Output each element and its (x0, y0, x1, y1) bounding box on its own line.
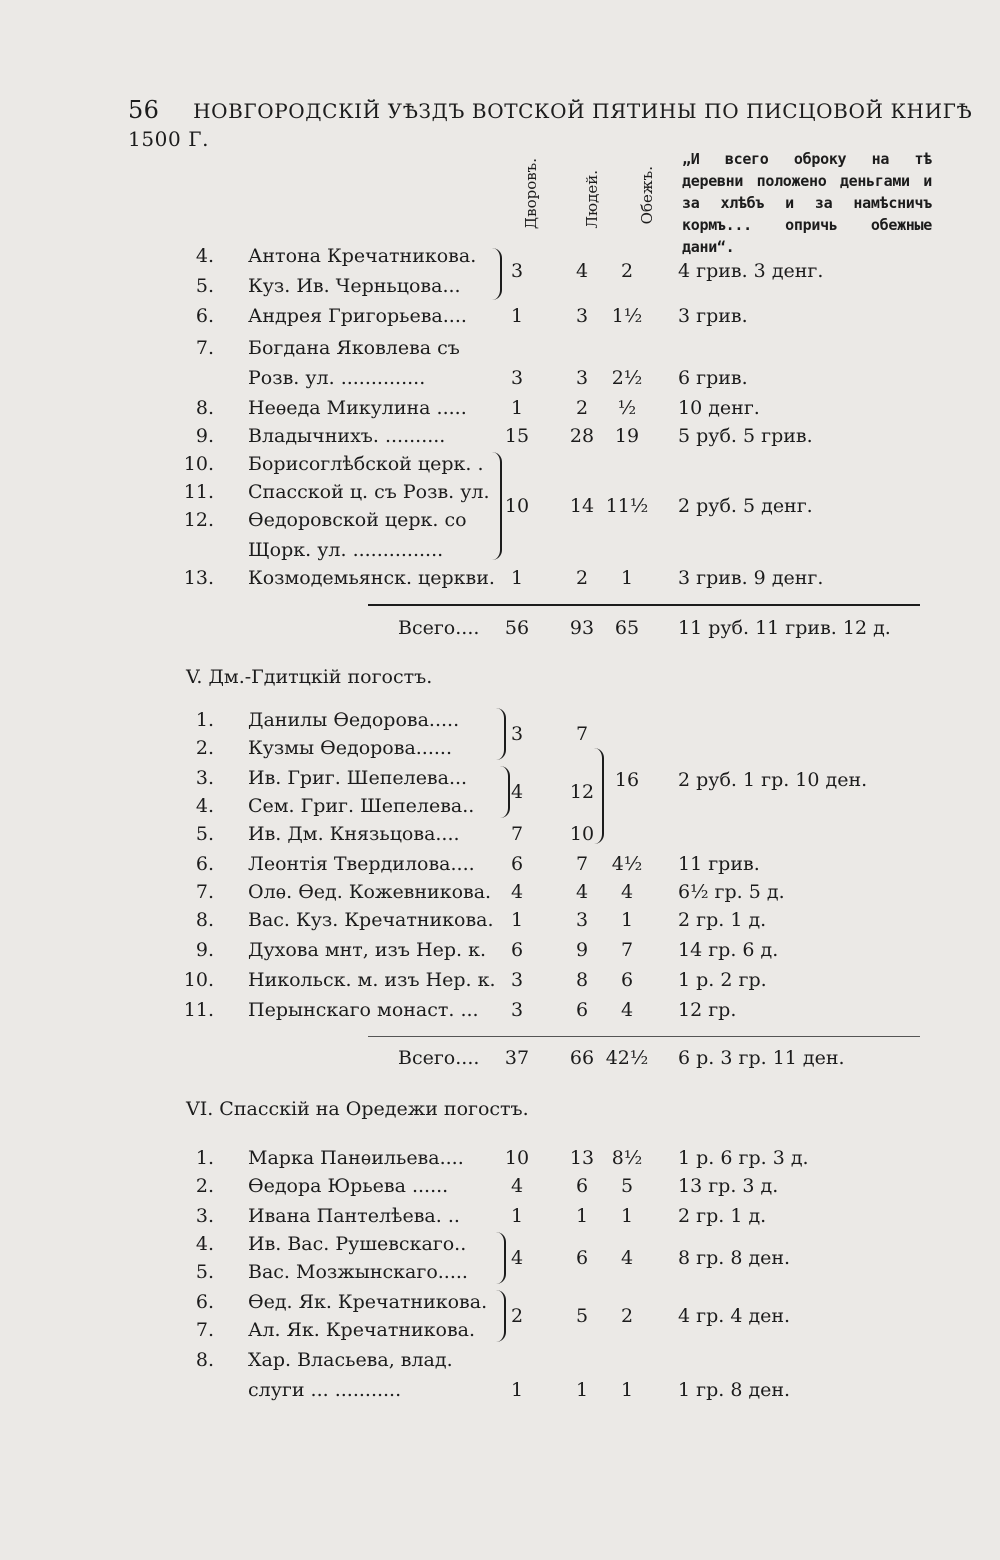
row-name: Сем. Григ. Шепелева.. (248, 795, 475, 817)
column-header-lyudey: Людей. (583, 170, 601, 229)
cell-obrok-sum: 2 гр. 1 д. (678, 1205, 767, 1227)
cell-lyudey: 6 (575, 999, 589, 1021)
table-row (0, 1344, 1000, 1376)
row-number: 12. (183, 509, 214, 531)
total-obrok-sum: 6 р. 3 гр. 11 ден. (678, 1047, 845, 1069)
row-name: Марка Панѳильева.... (248, 1147, 464, 1169)
row-name: Вас. Куз. Кречатникова. (248, 909, 494, 931)
cell-lyudey: 3 (575, 367, 589, 389)
row-number: 8. (195, 1349, 214, 1371)
cell-lyudey: 2 (575, 567, 589, 589)
cell-dvorov: 3 (510, 367, 524, 389)
section-5-title: V. Дм.-Гдитцкій погостъ. (186, 666, 433, 688)
cell-obrok-sum: 4 грив. 3 денг. (678, 260, 824, 282)
total-row (0, 612, 1000, 644)
row-number: 11. (183, 999, 214, 1021)
row-number: 11. (183, 481, 214, 503)
cell-lyudey: 2 (575, 397, 589, 419)
cell-dvorov: 10 (504, 495, 530, 517)
cell-dvorov: 1 (510, 567, 524, 589)
row-number: 4. (195, 795, 214, 817)
grouping-brace (594, 748, 604, 844)
cell-obrok-sum: 8 гр. 8 ден. (678, 1247, 791, 1269)
row-name: Владычнихъ. .......... (248, 425, 446, 447)
cell-obezh: 1 (620, 1205, 634, 1227)
cell-dvorov: 4 (510, 1247, 524, 1269)
cell-obezh: 11½ (605, 495, 649, 517)
cell-obrok-sum: 1 гр. 8 ден. (678, 1379, 791, 1401)
cell-obezh: 2 (620, 1305, 634, 1327)
table-row (0, 300, 1000, 332)
cell-dvorov: 3 (510, 999, 524, 1021)
row-name: Ив. Григ. Шепелева... (248, 767, 468, 789)
cell-dvorov: 6 (510, 853, 524, 875)
cell-obrok-sum: 1 р. 6 гр. 3 д. (678, 1147, 809, 1169)
cell-obrok-sum: 6½ гр. 5 д. (678, 881, 785, 903)
cell-lyudey: 14 (569, 495, 595, 517)
row-number: 6. (195, 1291, 214, 1313)
cell-dvorov: 4 (510, 781, 524, 803)
cell-lyudey: 5 (575, 1305, 589, 1327)
row-name: Ѳедора Юрьева ...... (248, 1175, 449, 1197)
cell-dvorov: 2 (510, 1305, 524, 1327)
row-number: 4. (195, 1233, 214, 1255)
row-name: Никольск. м. изъ Нер. к. (248, 969, 496, 991)
cell-obezh: 1 (620, 1379, 634, 1401)
column-header-obezh: Обежъ. (638, 166, 656, 225)
row-number: 8. (195, 397, 214, 419)
total-obrok-sum: 11 руб. 11 грив. 12 д. (678, 617, 891, 639)
row-number: 6. (195, 305, 214, 327)
cell-obezh: 1 (620, 567, 634, 589)
grouping-brace (492, 248, 502, 300)
cell-dvorov: 6 (510, 939, 524, 961)
cell-obezh: 4 (620, 1247, 634, 1269)
row-number: 10. (183, 453, 214, 475)
cell-obezh: 8½ (611, 1147, 643, 1169)
row-name: Ал. Як. Кречатникова. (248, 1319, 476, 1341)
table-row (0, 1170, 1000, 1202)
row-name: Духова мнт, изъ Нер. к. (248, 939, 487, 961)
cell-obrok-sum: 14 гр. 6 д. (678, 939, 779, 961)
cell-lyudey: 1 (575, 1205, 589, 1227)
row-name: Щорк. ул. ............... (248, 539, 444, 561)
cell-lyudey: 13 (569, 1147, 595, 1169)
column-header-dvorov: Дворовъ. (522, 158, 540, 230)
cell-obezh: 6 (620, 969, 634, 991)
cell-dvorov: 4 (510, 881, 524, 903)
row-name: Спасской ц. съ Розв. ул. (248, 481, 490, 503)
column-header-obrok-note: „И всего оброку на тѣ деревни положено деньгами и за хлѣбъ и за намѣсничъ кормъ... опричь обежные дани“. (682, 150, 932, 256)
row-number: 4. (195, 245, 214, 267)
row-name: Ивана Пантелѣева. .. (248, 1205, 460, 1227)
table-row (0, 562, 1000, 594)
total-label: Всего.... (398, 617, 480, 639)
row-number: 13. (183, 567, 214, 589)
row-name: Неѳеда Микулина ..... (248, 397, 467, 419)
cell-obrok-sum: 12 гр. (678, 999, 737, 1021)
total-obezh: 42½ (605, 1047, 649, 1069)
cell-obezh: 5 (620, 1175, 634, 1197)
cell-lyudey: 3 (575, 305, 589, 327)
cell-obrok-sum: 13 гр. 3 д. (678, 1175, 779, 1197)
row-name: Ив. Вас. Рушевскаго.. (248, 1233, 467, 1255)
row-number: 7. (195, 1319, 214, 1341)
cell-obezh: 19 (614, 425, 640, 447)
cell-dvorov: 7 (510, 823, 524, 845)
cell-obrok-sum: 10 денг. (678, 397, 760, 419)
row-name: Леонтія Твердилова.... (248, 853, 475, 875)
row-name: Данилы Ѳедорова..... (248, 709, 460, 731)
cell-lyudey: 6 (575, 1247, 589, 1269)
grouping-brace (496, 1232, 506, 1284)
row-name: Хар. Власьева, влад. (248, 1349, 453, 1371)
cell-lyudey: 12 (569, 781, 595, 803)
total-lyudey: 93 (569, 617, 595, 639)
row-number: 7. (195, 337, 214, 359)
row-name: Перынскаго монаст. ... (248, 999, 479, 1021)
cell-obezh: 4½ (611, 853, 643, 875)
row-name: Богдана Яковлева съ (248, 337, 460, 359)
row-name: Антона Кречатникова. (248, 245, 477, 267)
row-number: 8. (195, 909, 214, 931)
page-number: 56 (128, 96, 160, 124)
cell-lyudey: 3 (575, 909, 589, 931)
cell-dvorov: 1 (510, 909, 524, 931)
grouping-brace (496, 1290, 506, 1342)
cell-obrok-sum: 2 руб. 1 гр. 10 ден. (678, 769, 868, 791)
cell-dvorov: 1 (510, 305, 524, 327)
table-row (0, 934, 1000, 966)
cell-obrok-sum: 2 гр. 1 д. (678, 909, 767, 931)
total-obezh: 65 (614, 617, 640, 639)
row-name: Ѳед. Як. Кречатникова. (248, 1291, 488, 1313)
cell-dvorov: 3 (510, 260, 524, 282)
cell-lyudey: 8 (575, 969, 589, 991)
cell-obezh: 2 (620, 260, 634, 282)
grouped-values-row (0, 764, 1000, 796)
cell-obrok-sum: 1 р. 2 гр. (678, 969, 767, 991)
row-name: Козмодемьянск. церкви. (248, 567, 495, 589)
cell-dvorov: 1 (510, 1379, 524, 1401)
cell-obezh: 16 (614, 769, 640, 791)
table-row (0, 362, 1000, 394)
table-row (0, 904, 1000, 936)
row-number: 10. (183, 969, 214, 991)
cell-obrok-sum: 3 грив. (678, 305, 748, 327)
section-6-title: VI. Спасскій на Оредежи погостъ. (186, 1098, 529, 1120)
row-number: 5. (195, 275, 214, 297)
row-number: 9. (195, 425, 214, 447)
cell-dvorov: 3 (510, 723, 524, 745)
row-number: 6. (195, 853, 214, 875)
table-row (0, 964, 1000, 996)
row-name: Кузмы Ѳедорова...... (248, 737, 453, 759)
cell-dvorov: 10 (504, 1147, 530, 1169)
cell-obrok-sum: 6 грив. (678, 367, 748, 389)
cell-obrok-sum: 3 грив. 9 денг. (678, 567, 824, 589)
table-rule (368, 604, 920, 606)
cell-obezh: 7 (620, 939, 634, 961)
row-number: 7. (195, 881, 214, 903)
table-row (0, 994, 1000, 1026)
cell-lyudey: 4 (575, 260, 589, 282)
table-row (0, 1374, 1000, 1406)
total-dvorov: 37 (504, 1047, 530, 1069)
cell-obezh: 4 (620, 999, 634, 1021)
row-name: Ѳедоровской церк. со (248, 509, 467, 531)
table-row (0, 332, 1000, 364)
total-label: Всего.... (398, 1047, 480, 1069)
cell-lyudey: 7 (575, 723, 589, 745)
grouping-brace (492, 452, 502, 560)
row-number: 2. (195, 1175, 214, 1197)
row-name: Куз. Ив. Черньцова... (248, 275, 461, 297)
cell-obrok-sum: 5 руб. 5 грив. (678, 425, 813, 447)
cell-lyudey: 1 (575, 1379, 589, 1401)
cell-obezh: 1 (620, 909, 634, 931)
total-row (0, 1042, 1000, 1074)
row-number: 1. (195, 1147, 214, 1169)
cell-lyudey: 6 (575, 1175, 589, 1197)
total-dvorov: 56 (504, 617, 530, 639)
row-name: Борисоглѣбской церк. . (248, 453, 484, 475)
cell-dvorov: 15 (504, 425, 530, 447)
row-name: Ив. Дм. Князьцова.... (248, 823, 460, 845)
table-row (0, 818, 1000, 850)
cell-dvorov: 3 (510, 969, 524, 991)
cell-obezh: ½ (617, 397, 637, 419)
row-name: Олѳ. Ѳед. Кожевникова. (248, 881, 492, 903)
running-title: НОВГОРОДСКІЙ УѢЗДЪ ВОТСКОЙ ПЯТИНЫ ПО ПИСЦОВОЙ КНИГѢ 1500 Г. (128, 99, 973, 151)
row-name: Вас. Мозжынскаго..... (248, 1261, 468, 1283)
cell-lyudey: 10 (569, 823, 595, 845)
row-name: Андрея Григорьева.... (248, 305, 467, 327)
row-number: 5. (195, 823, 214, 845)
cell-dvorov: 4 (510, 1175, 524, 1197)
row-number: 3. (195, 1205, 214, 1227)
page-header (128, 96, 1000, 152)
cell-dvorov: 1 (510, 397, 524, 419)
cell-obezh: 2½ (611, 367, 643, 389)
cell-obrok-sum: 4 гр. 4 ден. (678, 1305, 791, 1327)
row-number: 3. (195, 767, 214, 789)
row-name: слуги ... ........... (248, 1379, 402, 1401)
total-lyudey: 66 (569, 1047, 595, 1069)
cell-obezh: 1½ (611, 305, 643, 327)
row-name: Розв. ул. .............. (248, 367, 426, 389)
cell-obrok-sum: 2 руб. 5 денг. (678, 495, 813, 517)
table-rule (368, 1036, 920, 1037)
cell-lyudey: 7 (575, 853, 589, 875)
row-number: 1. (195, 709, 214, 731)
row-number: 5. (195, 1261, 214, 1283)
grouping-brace (496, 708, 506, 760)
cell-lyudey: 4 (575, 881, 589, 903)
cell-dvorov: 1 (510, 1205, 524, 1227)
row-number: 9. (195, 939, 214, 961)
cell-obezh: 4 (620, 881, 634, 903)
cell-lyudey: 9 (575, 939, 589, 961)
row-number: 2. (195, 737, 214, 759)
cell-lyudey: 28 (569, 425, 595, 447)
cell-obrok-sum: 11 грив. (678, 853, 760, 875)
